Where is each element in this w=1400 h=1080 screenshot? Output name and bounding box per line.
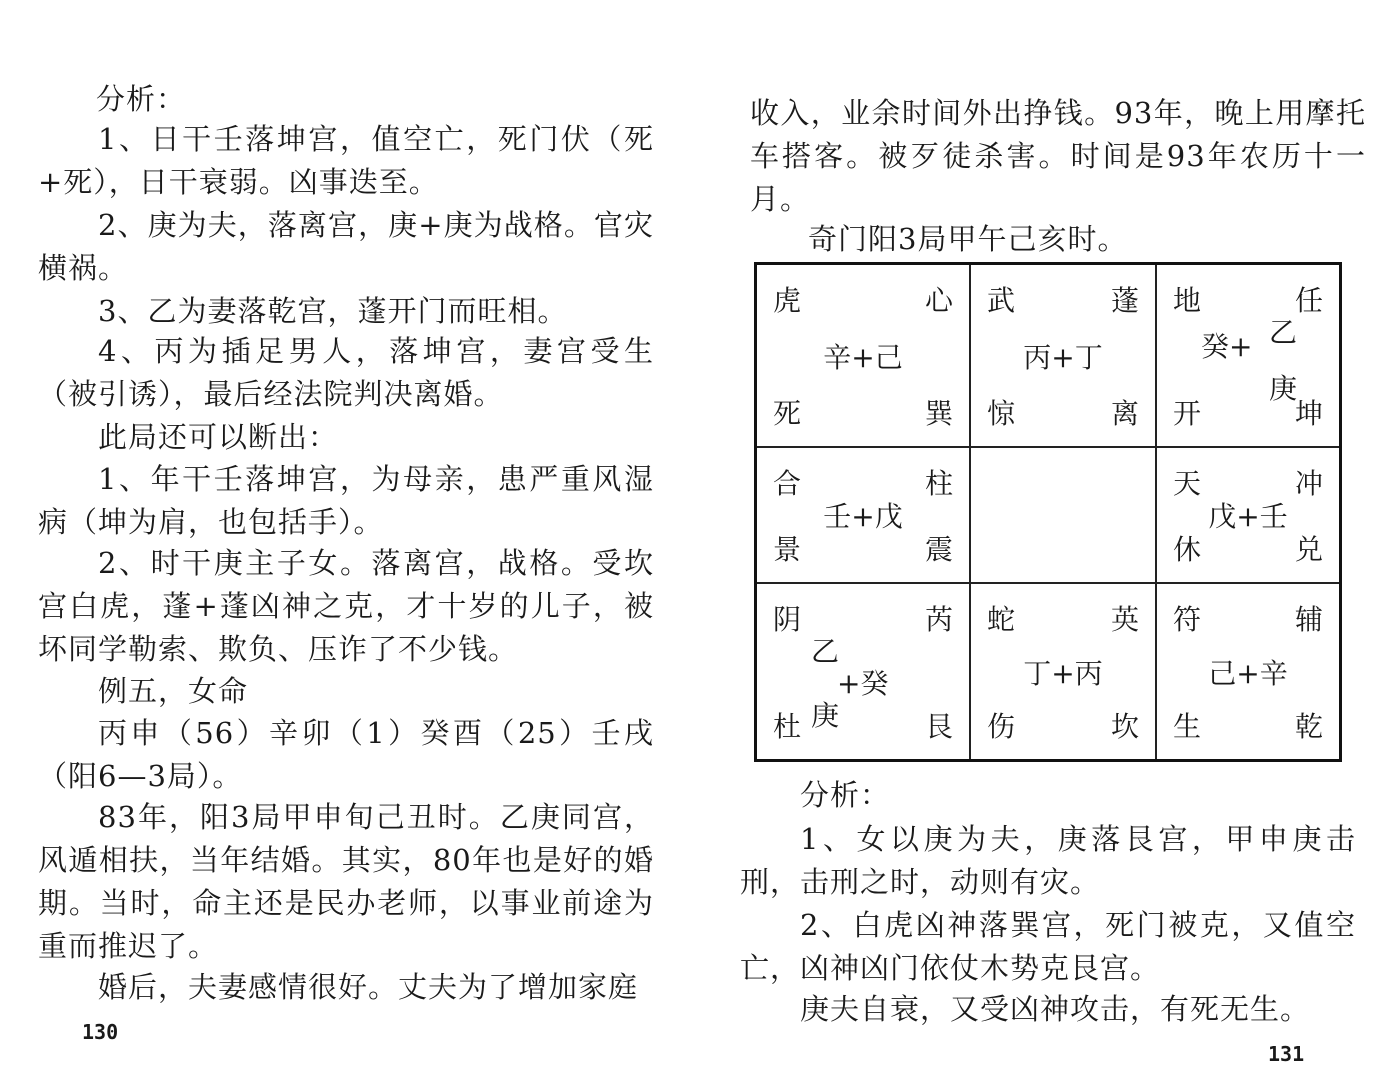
cell-stem-lower: 庚 <box>811 699 840 733</box>
cell-god: 符 <box>1173 603 1202 637</box>
cell-palace: 震 <box>924 533 953 567</box>
grid-cell-qian <box>1157 584 1339 759</box>
cell-door: 死 <box>773 397 802 431</box>
cell-door: 休 <box>1173 533 1202 567</box>
cell-stem-lower: 庚 <box>1268 371 1297 405</box>
cell-palace: 乾 <box>1294 709 1323 743</box>
grid-cell-kun <box>1157 265 1339 448</box>
cell-god: 天 <box>1173 467 1202 501</box>
cell-stems: 壬+戊 <box>823 500 903 534</box>
cell-palace: 巽 <box>924 397 953 431</box>
cell-star: 冲 <box>1294 467 1323 501</box>
cell-god: 阴 <box>773 603 802 637</box>
paragraph: 1、女以庚为夫，庚落艮宫，甲申庚击刑，击刑之时，动则有灾。 <box>740 822 1356 899</box>
cell-stems: 丙+丁 <box>1023 340 1103 374</box>
cell-stem-upper: 乙 <box>1268 316 1297 349</box>
cell-god: 蛇 <box>987 603 1016 637</box>
paragraph: 2、时干庚主子女。落离宫，战格。受坎宫白虎，蓬+蓬凶神之克，才十岁的儿子，被坏同学勒索、欺负、压诈了不少钱。 <box>38 546 654 666</box>
paragraph: 收入，业余时间外出挣钱。93年，晚上用摩托车搭客。被歹徒杀害。时间是93年农历十一月。 <box>750 96 1366 216</box>
paragraph: 2、庚为夫，落离宫，庚+庚为战格。官灾横祸。 <box>38 208 654 285</box>
example-heading: 例五，女命 <box>98 674 249 708</box>
paragraph: 此局还可以断出： <box>98 420 339 454</box>
paragraph: 2、白虎凶神落巽宫，死门被克，又值空亡，凶神凶门依仗木势克艮宫。 <box>740 908 1356 985</box>
cell-god: 合 <box>773 467 802 501</box>
chart-title: 奇门阳3局甲午己亥时。 <box>808 222 1128 256</box>
cell-star: 芮 <box>924 603 953 637</box>
cell-star: 蓬 <box>1110 284 1139 317</box>
paragraph: 83年，阳3局甲申旬己丑时。乙庚同宫，风遁相扶，当年结婚。其实，80年也是好的婚期。当时，命主还是民办老师，以事业前途为重而推迟了。 <box>38 800 654 963</box>
paragraph: 1、年干壬落坤宫，为母亲，患严重风湿病（坤为肩，也包括手）。 <box>38 462 654 539</box>
cell-star: 辅 <box>1294 603 1323 637</box>
cell-stems: 戊+壬 <box>1208 500 1288 534</box>
cell-door: 杜 <box>773 709 802 743</box>
grid-cell-dui <box>1157 448 1339 584</box>
cell-stem-middle: 癸+ <box>1201 329 1253 363</box>
cell-door: 开 <box>1173 397 1202 431</box>
cell-star: 心 <box>924 284 953 317</box>
cell-stems: 辛+己 <box>823 340 903 374</box>
paragraph: 庚夫自衰，又受凶神攻击，有死无生。 <box>800 992 1311 1026</box>
qimen-chart-grid <box>754 262 1342 762</box>
cell-stems: 己+辛 <box>1208 656 1288 690</box>
cell-god: 武 <box>987 284 1016 317</box>
grid-cell-kan <box>971 584 1157 759</box>
analysis-heading: 分析： <box>96 82 187 116</box>
cell-god: 地 <box>1173 284 1202 317</box>
grid-cell-xun <box>757 265 971 448</box>
paragraph: 3、乙为妻落乾宫，蓬开门而旺相。 <box>98 294 568 328</box>
page-number: 131 <box>1268 1042 1305 1066</box>
paragraph: 婚后，夫妻感情很好。丈夫为了增加家庭 <box>98 970 639 1004</box>
cell-door: 景 <box>773 533 802 567</box>
cell-stem-middle: +癸 <box>837 667 889 701</box>
grid-cell-gen <box>757 584 971 759</box>
cell-door: 生 <box>1173 709 1202 743</box>
cell-star: 任 <box>1294 284 1323 317</box>
cell-star: 英 <box>1110 603 1139 637</box>
cell-star: 柱 <box>924 467 953 501</box>
grid-cell-zhen <box>757 448 971 584</box>
cell-palace: 离 <box>1110 397 1139 431</box>
grid-cell-li <box>971 265 1157 448</box>
grid-cell-center <box>971 448 1157 584</box>
page-number: 130 <box>82 1020 119 1044</box>
cell-stems: 丁+丙 <box>1023 656 1103 690</box>
cell-stem-upper: 乙 <box>811 635 840 669</box>
cell-palace: 坤 <box>1294 397 1323 431</box>
paragraph: 丙申（56）辛卯（1）癸酉（25）壬戌（阳6—3局）。 <box>38 716 654 793</box>
cell-door: 惊 <box>987 397 1016 431</box>
right-page <box>700 0 1400 1080</box>
cell-palace: 艮 <box>924 709 953 743</box>
cell-palace: 兑 <box>1294 533 1323 567</box>
analysis-heading: 分析： <box>800 778 891 812</box>
cell-door: 伤 <box>987 709 1016 743</box>
cell-palace: 坎 <box>1110 709 1139 743</box>
cell-god: 虎 <box>773 284 802 317</box>
paragraph: 1、日干壬落坤宫，值空亡，死门伏（死+死），日干衰弱。凶事迭至。 <box>38 122 654 199</box>
paragraph: 4、丙为插足男人，落坤宫，妻宫受生（被引诱），最后经法院判决离婚。 <box>38 334 654 411</box>
